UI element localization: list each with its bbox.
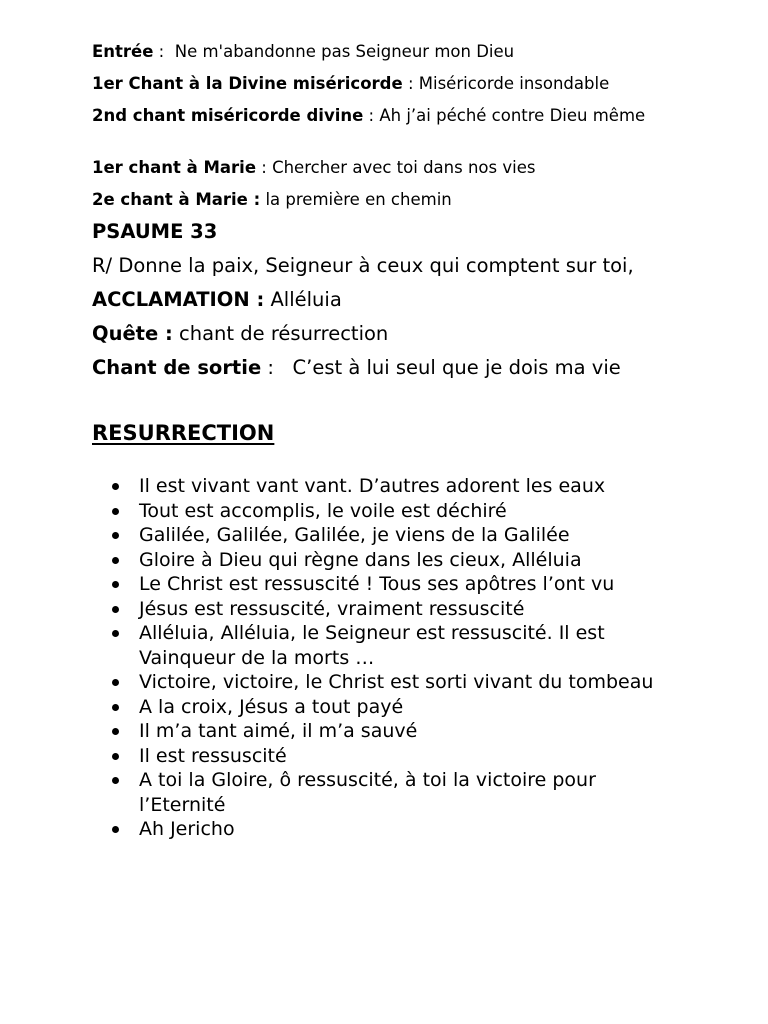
bullet-icon (112, 753, 119, 760)
song-title: Galilée, Galilée, Galilée, je viens de la Galilée (139, 524, 570, 546)
sortie-text: C’est à lui seul que je dois ma vie (292, 356, 621, 379)
song-title: Il est ressuscité (139, 744, 287, 767)
sortie-label: Chant de sortie (92, 356, 262, 379)
song-list-item (0, 499, 659, 524)
chant-marie-1-label: 1er chant à Marie (92, 158, 257, 177)
bullet-icon (112, 557, 119, 564)
chant-marie-1-text: Chercher avec toi dans nos vies (272, 158, 536, 177)
chant-marie-2-text: la première en chemin (265, 190, 452, 209)
song-list-item (0, 695, 659, 720)
song-list-item (0, 523, 659, 548)
bullet-icon (112, 679, 119, 686)
song-title: Tout est accomplis, le voile est déchiré (139, 499, 507, 522)
quete-text: chant de résurrection (172, 322, 389, 345)
song-list-item (0, 670, 659, 695)
psaume-refrain: R/ Donne la paix, Seigneur à ceux qui comptent sur toi, (92, 254, 634, 277)
song-title: Victoire, victoire, le Christ est sorti vivant du tombeau (139, 671, 654, 693)
bullet-icon (112, 532, 119, 539)
song-title: Ah Jericho (139, 818, 235, 840)
chant-misericorde-2-line (92, 105, 672, 126)
chant-misericorde-2-text: Ah j’ai péché contre Dieu même (379, 106, 646, 125)
song-title: A toi la Gloire, ô ressuscité, à toi la victoire pour l’Eternité (139, 769, 596, 816)
quete-label: Quête : (92, 322, 173, 345)
song-title: Alléluia, Alléluia, le Seigneur est ressuscité. Il est Vainqueur de la morts … (139, 622, 605, 669)
chant-marie-1-separator: : (256, 158, 273, 177)
bullet-icon (112, 704, 119, 711)
bullet-icon (112, 826, 119, 833)
entree-label: Entrée (92, 42, 154, 61)
acclamation-text: Alléluia (264, 288, 342, 311)
song-list-item (0, 621, 659, 670)
chant-misericorde-2-separator: : (363, 106, 380, 125)
chant-marie-2-label: 2e chant à Marie : (92, 190, 261, 209)
song-list-item (0, 474, 659, 499)
entree-text: Ne m'abandonne pas Seigneur mon Dieu (174, 42, 515, 61)
entree-line (92, 41, 514, 62)
chant-misericorde-2-label: 2nd chant miséricorde divine (92, 106, 364, 125)
song-list-item (0, 572, 659, 597)
song-title: Gloire à Dieu qui règne dans les cieux, Alléluia (139, 548, 582, 571)
song-title: Le Christ est ressuscité ! Tous ses apôtres l’ont vu (139, 573, 615, 595)
song-title: A la croix, Jésus a tout payé (139, 695, 404, 718)
song-list-item (0, 719, 659, 744)
song-list-item (0, 548, 659, 573)
bullet-icon (112, 508, 119, 515)
psaume-title (92, 220, 217, 244)
bullet-icon (112, 777, 119, 784)
song-list-item (0, 817, 659, 842)
song-title: Il est vivant vant vant. D’autres adorent les eaux (139, 475, 606, 497)
quete-line (92, 322, 388, 346)
bullet-icon (112, 728, 119, 735)
song-list-item (0, 768, 659, 817)
bullet-icon (112, 581, 119, 588)
bullet-icon (112, 606, 119, 613)
chant-marie-2-line (92, 189, 452, 210)
chant-misericorde-1-separator: : (402, 74, 419, 93)
sortie-separator: : (261, 356, 293, 379)
acclamation-label: ACCLAMATION : (92, 288, 265, 311)
chant-misericorde-1-text: Miséricorde insondable (418, 74, 610, 93)
song-list-item (0, 744, 659, 769)
bullet-icon (112, 483, 119, 490)
resurrection-song-list (0, 474, 768, 842)
song-title: Il m’a tant aimé, il m’a sauvé (139, 720, 418, 742)
song-title: Jésus est ressuscité, vraiment ressuscité (139, 597, 525, 620)
entree-separator: : (153, 42, 175, 61)
sortie-line (92, 356, 621, 380)
song-list-item (0, 597, 659, 622)
psaume-title-text: PSAUME 33 (92, 220, 218, 243)
chant-misericorde-1-line (92, 73, 609, 94)
chant-misericorde-1-label: 1er Chant à la Divine miséricorde (92, 74, 403, 93)
resurrection-heading: RESURRECTION (92, 421, 275, 445)
bullet-icon (112, 630, 119, 637)
chant-marie-1-line (92, 157, 535, 178)
acclamation-line (92, 288, 342, 312)
